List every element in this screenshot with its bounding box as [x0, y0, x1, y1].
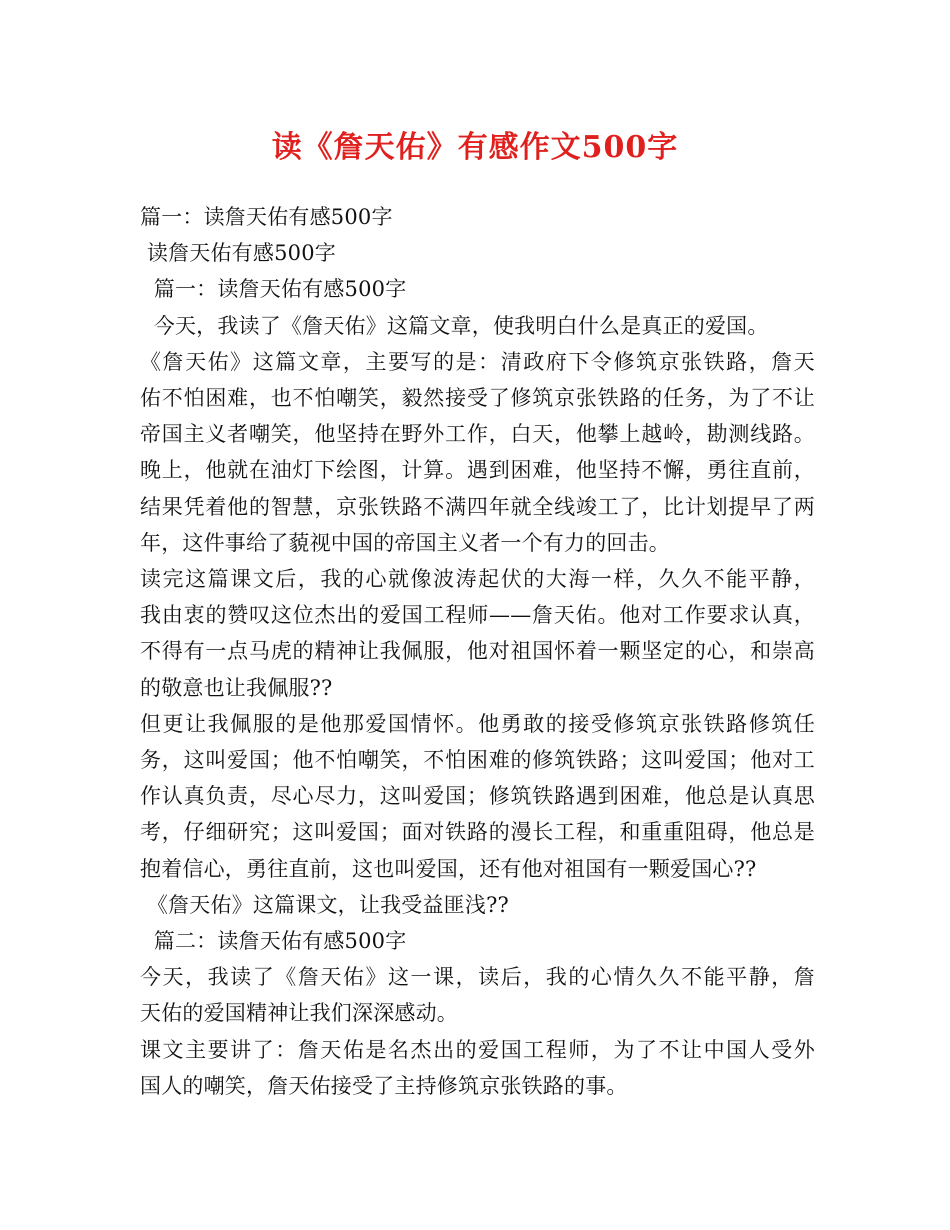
- section-heading: 篇二：读詹天佑有感500字: [140, 929, 407, 954]
- paragraph-line: 帝国主义者嘲笑，他坚持在野外工作，白天，他攀上越岭，勘测线路。: [140, 422, 815, 447]
- paragraph-line: 作认真负责，尽心尽力，这叫爱国；修筑铁路遇到困难，他总是认真思: [140, 784, 815, 809]
- paragraph-line: 《詹天佑》这篇文章，主要写的是：清政府下令修筑京张铁路，詹天: [140, 349, 815, 374]
- section-heading: 篇一：读詹天佑有感500字: [140, 205, 393, 229]
- paragraph-line: 今天，我读了《詹天佑》这篇文章，使我明白什么是真正的爱国。: [140, 313, 769, 338]
- paragraph-line: 《詹天佑》这篇课文，让我受益匪浅??: [140, 892, 509, 917]
- paragraph-line: 务，这叫爱国；他不怕嘲笑，不怕困难的修筑铁路；这叫爱国；他对工: [140, 748, 815, 773]
- paragraph-line: 佑不怕困难，也不怕嘲笑，毅然接受了修筑京张铁路的任务，为了不让: [140, 386, 815, 411]
- paragraph-line: 今天，我读了《詹天佑》这一课，读后，我的心情久久不能平静，詹: [140, 965, 815, 990]
- paragraph-line: 结果凭着他的智慧，京张铁路不满四年就全线竣工了，比计划提早了两: [140, 494, 815, 519]
- document-title: 读《詹天佑》有感作文500字: [271, 130, 679, 165]
- paragraph-line: 的敬意也让我佩服??: [140, 675, 333, 700]
- paragraph-line: 抱着信心，勇往直前，这也叫爱国，还有他对祖国有一颗爱国心??: [140, 856, 757, 881]
- section-heading: 篇一：读詹天佑有感500字: [140, 277, 407, 302]
- paragraph-line: 天佑的爱国精神让我们深深感动。: [140, 1001, 458, 1026]
- document-body: [140, 199, 815, 1104]
- paragraph-line: 考，仔细研究；这叫爱国；面对铁路的漫长工程，和重重阻碍，他总是: [140, 820, 815, 845]
- paragraph-line: 国人的嘲笑，詹天佑接受了主持修筑京张铁路的事。: [140, 1073, 628, 1098]
- subheading: 读詹天佑有感500字: [140, 241, 336, 266]
- paragraph-line: 不得有一点马虎的精神让我佩服，他对祖国怀着一颗坚定的心，和崇高: [140, 639, 815, 664]
- paragraph-line: 但更让我佩服的是他那爱国情怀。他勇敢的接受修筑京张铁路修筑任: [140, 711, 815, 736]
- paragraph-line: 读完这篇课文后，我的心就像波涛起伏的大海一样，久久不能平静，: [140, 567, 815, 592]
- paragraph-line: 晚上，他就在油灯下绘图，计算。遇到困难，他坚持不懈，勇往直前，: [140, 458, 815, 483]
- paragraph-line: 我由衷的赞叹这位杰出的爱国工程师——詹天佑。他对工作要求认真，: [140, 603, 815, 628]
- paragraph-line: 课文主要讲了：詹天佑是名杰出的爱国工程师，为了不让中国人受外: [140, 1037, 815, 1062]
- paragraph-line: 年，这件事给了藐视中国的帝国主义者一个有力的回击。: [140, 530, 670, 555]
